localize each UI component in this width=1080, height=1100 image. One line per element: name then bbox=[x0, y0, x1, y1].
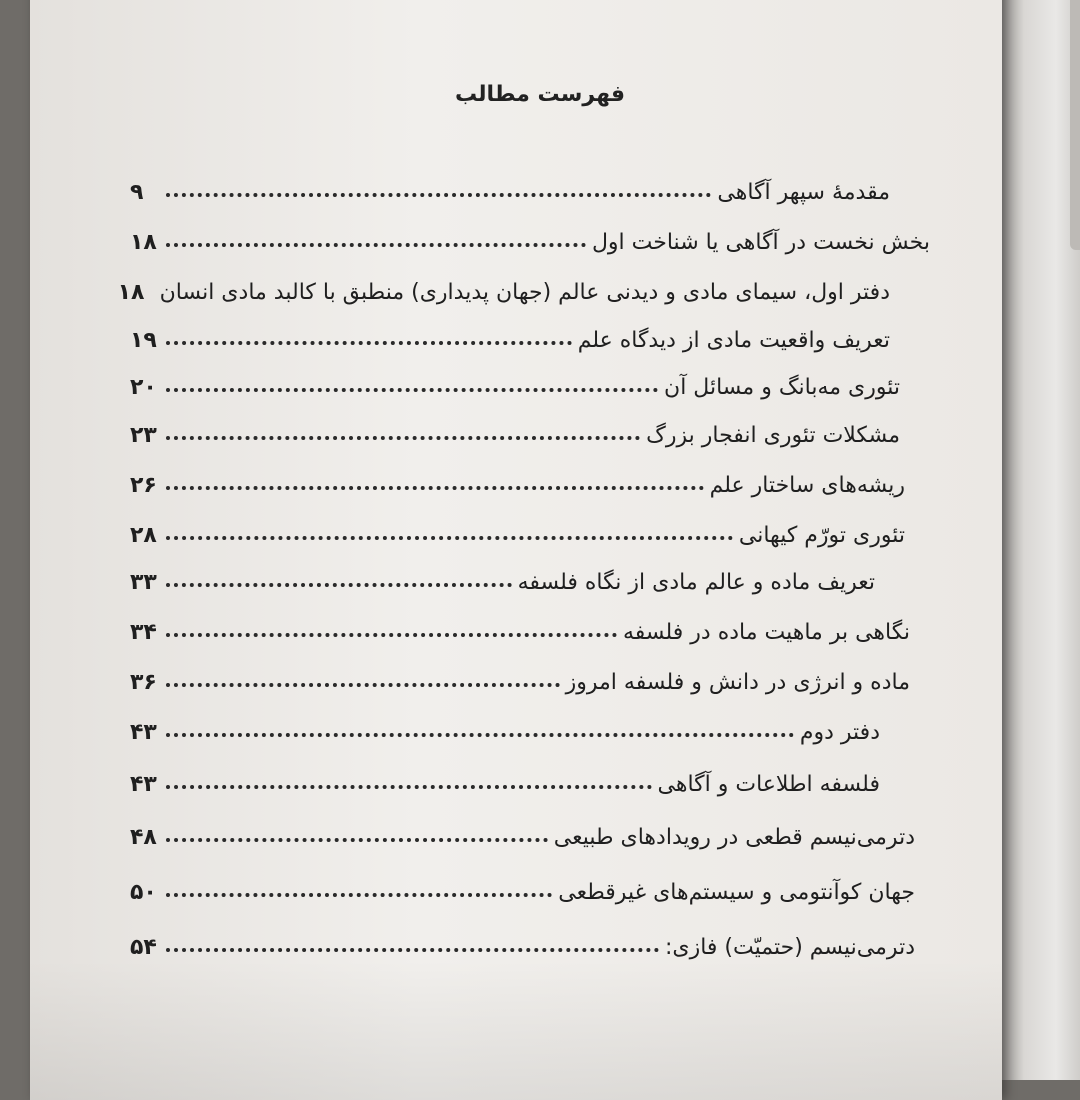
dot-leader bbox=[166, 683, 560, 687]
toc-entry-page: ۴۸ bbox=[130, 825, 157, 850]
toc-entry-page: ۳۳ bbox=[130, 570, 157, 595]
toc-entry-page: ۹ bbox=[130, 180, 144, 205]
dot-leader bbox=[166, 893, 552, 897]
dot-leader bbox=[166, 583, 512, 587]
toc-entry-page: ۴۳ bbox=[130, 720, 157, 745]
toc-entry-label: ریشه‌های ساختار علم bbox=[709, 473, 905, 498]
toc-entry bbox=[130, 215, 930, 255]
dot-leader bbox=[166, 388, 658, 392]
toc-entry-page: ۲۶ bbox=[130, 473, 157, 498]
dot-leader bbox=[166, 436, 640, 440]
toc-entry-page: ۱۸ bbox=[117, 280, 145, 305]
toc-entry bbox=[130, 810, 915, 850]
toc-entry-label: دفتر اول، سیمای مادی و دیدنی عالم (جهان پدیداری) منطبق با کالبد مادی انسان bbox=[159, 280, 890, 305]
toc-entry-label: دترمی‌نیسم قطعی در رویدادهای طبیعی bbox=[553, 825, 915, 850]
toc-entry-label: مقدمهٔ سپهر آگاهی bbox=[717, 180, 890, 205]
toc-entry-label: بخش نخست در آگاهی یا شناخت اول bbox=[591, 230, 930, 255]
toc-entry-label: جهان کوآنتومی و سیستم‌های غیرقطعی bbox=[558, 880, 915, 905]
toc-entry bbox=[130, 605, 910, 645]
toc-entry-page: ۵۴ bbox=[130, 935, 157, 960]
toc-entry-label: ماده و انرژی در دانش و فلسفه امروز bbox=[565, 670, 910, 695]
toc-entry bbox=[130, 408, 900, 448]
toc-entry bbox=[130, 865, 915, 905]
toc-entry-page: ۳۶ bbox=[130, 670, 157, 695]
toc-entry-label: دفتر دوم bbox=[799, 720, 880, 745]
toc-entry-page: ۲۰ bbox=[130, 375, 157, 400]
dot-leader bbox=[166, 785, 652, 789]
toc-entry-label: تعریف ماده و عالم مادی از نگاه فلسفه bbox=[517, 570, 875, 595]
toc-title: فهرست مطالب bbox=[454, 82, 626, 107]
dot-leader bbox=[166, 733, 794, 737]
toc-entry-label: تئوری مه‌بانگ و مسائل آن bbox=[664, 375, 900, 400]
dot-leader bbox=[166, 486, 704, 490]
toc-entry bbox=[130, 458, 905, 498]
toc-entry-label: تئوری تورّم کیهانی bbox=[738, 523, 905, 548]
toc-entry bbox=[130, 757, 880, 797]
toc-entry bbox=[130, 508, 905, 548]
toc-entry-label: فلسفه اطلاعات و آگاهی bbox=[657, 772, 880, 797]
toc-entry-page: ۲۳ bbox=[130, 423, 157, 448]
toc-entry bbox=[130, 360, 900, 400]
toc-entry-label: مشکلات تئوری انفجار بزرگ bbox=[646, 423, 900, 448]
toc-entry-page: ۵۰ bbox=[130, 880, 157, 905]
dot-leader bbox=[166, 341, 572, 345]
toc-entry-page: ۴۳ bbox=[130, 772, 157, 797]
toc-entry bbox=[117, 265, 890, 305]
dot-leader bbox=[166, 633, 617, 637]
dot-leader bbox=[166, 948, 659, 952]
toc-entry bbox=[130, 920, 915, 960]
toc-entry-label: تعریف واقعیت مادی از دیدگاه علم bbox=[577, 328, 890, 353]
toc-entry-page: ۲۸ bbox=[130, 523, 157, 548]
toc-entry-page: ۱۹ bbox=[130, 328, 157, 353]
toc-entry bbox=[130, 655, 910, 695]
toc-entry-page: ۱۸ bbox=[130, 230, 157, 255]
toc-entry-page: ۳۴ bbox=[130, 620, 157, 645]
toc-entry bbox=[130, 705, 880, 745]
dot-leader bbox=[166, 243, 586, 247]
dot-leader bbox=[166, 536, 733, 540]
toc-entry-label: دترمی‌نیسم (حتمیّت) فازی: bbox=[664, 935, 915, 960]
toc-entry bbox=[130, 313, 890, 353]
toc-entry bbox=[130, 555, 875, 595]
dot-leader bbox=[166, 193, 711, 197]
dot-leader bbox=[166, 838, 548, 842]
toc-entry bbox=[130, 165, 890, 205]
toc-entry-label: نگاهی بر ماهیت ماده در فلسفه bbox=[622, 620, 910, 645]
